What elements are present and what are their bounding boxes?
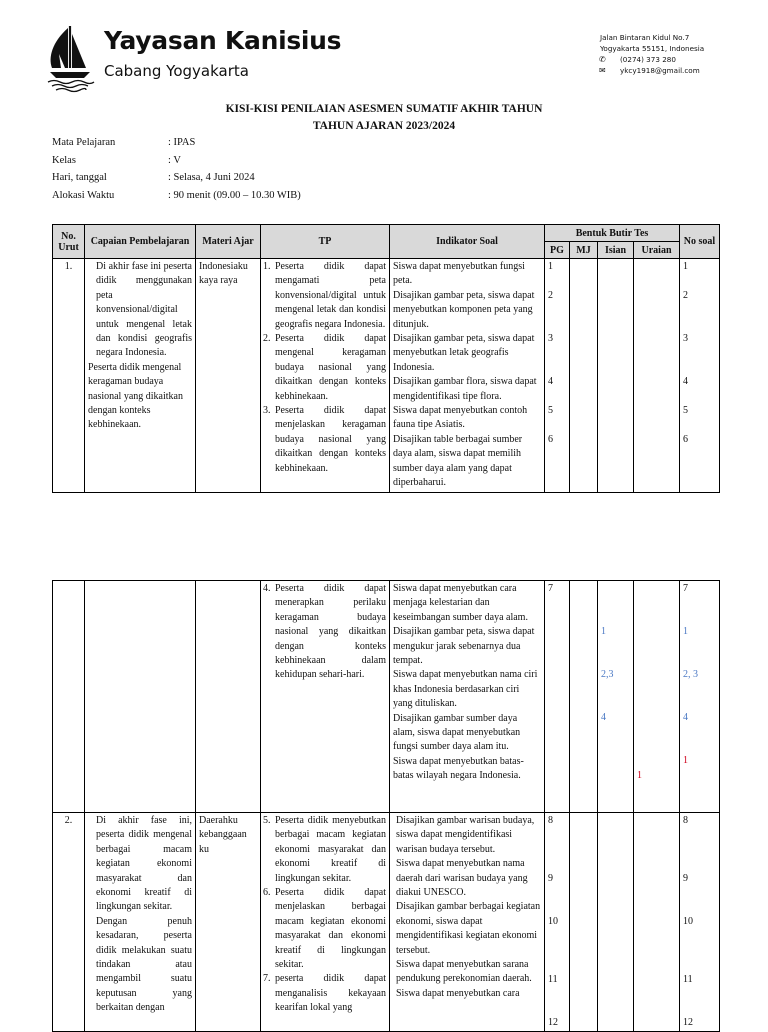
meta-row — [52, 187, 301, 205]
meta-label: Alokasi Waktu — [52, 189, 115, 201]
cell-isian — [598, 259, 634, 493]
meta-label: Hari, tanggal — [52, 172, 107, 184]
header-bentuk-butir: Bentuk Butir Tes — [545, 225, 680, 242]
meta-value: : Selasa, 4 Juni 2024 — [168, 172, 255, 184]
meta-label: Mata Pelajaran — [52, 137, 116, 148]
org-branch: Cabang Yogyakarta — [104, 62, 249, 80]
indikator-item: Disajikan gambar warisan budaya, siswa dapat mengidentifikasi warisan budaya tersebut. — [396, 815, 535, 855]
cp-text: Dengan penuh kesadaran, peserta didik melakukan suatu tindakan atau mengambil suatu keputusan yang berkaitan dengan — [96, 915, 192, 1014]
cell-pg: 8 9 10 11 12 — [545, 813, 570, 1032]
indikator-item: Siswa dapat menyebutkan cara — [396, 987, 520, 999]
address-line2: Yogyakarta 55151, Indonesia — [600, 44, 705, 53]
tp-item: 1. Peserta didik dapat mengamati peta konvensional/digital untuk mengenal letak dan kondisi geografis negara Indonesia. — [263, 261, 386, 330]
indikator-item: Siswa dapat menyebutkan fungsi peta. — [393, 261, 525, 287]
tp-item: 2. Peserta didik dapat mengenal keragaman budaya nasional yang dikaitkan dengan konteks kebhinekaan. — [263, 333, 386, 402]
cell-mj — [570, 259, 598, 493]
cell-tp — [261, 813, 390, 1032]
cell-tp — [261, 581, 390, 813]
contact-block — [600, 32, 704, 76]
tp-item: 6. Peserta didik dapat menjelaskan berbagai macam kegiatan ekonomi masyarakat dan ekonomi kreatif di lingkungan sekitar. — [263, 887, 386, 971]
letterhead — [0, 0, 768, 100]
meta-label: Kelas — [52, 154, 76, 166]
address-line1: Jalan Bintaran Kidul No.7 — [600, 33, 690, 42]
cell-materi: Indonesiaku kaya raya — [196, 259, 261, 493]
cell-isian: 1 2,3 4 — [598, 581, 634, 813]
indikator-item: Disajikan gambar flora, siswa dapat mengidentifikasi tipe flora. — [393, 376, 537, 402]
cell-no-soal: 1 2 3 4 5 6 — [680, 259, 720, 493]
cell-no-soal: 8 9 10 11 12 — [680, 813, 720, 1032]
cell-no: 2. — [53, 813, 85, 1032]
cp-text: Peserta didik mengenal keragaman budaya nasional yang dikaitkan dengan konteks kebhinekaan. — [88, 361, 183, 431]
indikator-item: Siswa dapat menyebutkan nama daerah dari warisan budaya yang diakui UNESCO. — [396, 858, 528, 899]
envelope-icon: ✉ — [599, 66, 606, 75]
indikator-item: Siswa dapat menyebutkan sarana pendukung perekonomian daerah. — [396, 959, 532, 985]
cell-isian — [598, 813, 634, 1032]
kisi-kisi-table-part1 — [52, 224, 720, 493]
email-address: ykcy1918@gmail.com — [620, 66, 700, 75]
cell-no-soal: 7 1 2, 3 4 1 — [680, 581, 720, 813]
header-isian: Isian — [598, 242, 634, 259]
header-no-soal: No soal — [680, 225, 720, 259]
cell-capaian — [85, 581, 196, 813]
header-tp: TP — [261, 225, 390, 259]
meta-value: : IPAS — [168, 137, 196, 148]
table-row — [53, 259, 720, 493]
meta-row — [52, 169, 255, 187]
cell-capaian — [85, 813, 196, 1032]
document-meta — [52, 134, 301, 204]
indikator-item: Disajikan gambar peta, siswa dapat menyebutkan letak geografis Indonesia. — [393, 333, 535, 373]
tp-item: 7. peserta didik dapat menganalisis kekayaan kearifan lokal yang — [263, 973, 386, 1014]
cell-materi: Daerahku kebanggaan ku — [196, 813, 261, 1032]
cell-no: 1. — [53, 259, 85, 493]
header-uraian: Uraian — [634, 242, 680, 259]
tp-item: 3. Peserta didik dapat menjelaskan keragaman budaya nasional yang dikaitkan dengan konteks kebhinekaan. — [263, 405, 386, 474]
header-indikator: Indikator Soal — [390, 225, 545, 259]
cell-capaian — [85, 259, 196, 493]
meta-row — [52, 134, 196, 152]
cp-text: Di akhir fase ini peserta didik menggunakan peta konvensional/digital untuk mengenal letak dan kondisi geografis negara Indonesia. — [96, 261, 192, 359]
tp-item: 5. Peserta didik menyebutkan berbagai macam kegiatan ekonomi masyarakat dan ekonomi kreatif di lingkungan sekitar. — [263, 815, 386, 884]
indikator-item: Disajikan gambar peta, siswa dapat mengukur jarak sebenarnya dua tempat. — [393, 626, 535, 667]
indikator-item: Disajikan gambar berbagai kegiatan ekonomi, siswa dapat mengidentifikasi kegiatan ekonomi tersebut. — [396, 901, 541, 956]
indikator-item: Disajikan gambar peta, siswa dapat menyebutkan komponen peta yang ditunjuk. — [393, 289, 535, 330]
cell-tp — [261, 259, 390, 493]
cell-materi — [196, 581, 261, 813]
indikator-item: Siswa dapat menyebutkan cara menjaga kelestarian dan keseimbangan sumber daya alam. — [393, 583, 528, 623]
table-row — [53, 581, 720, 813]
cell-indikator — [390, 813, 545, 1032]
indikator-item: Disajikan gambar sumber daya alam, siswa dapat menyebutkan fungsi sumber daya alam itu. — [393, 712, 521, 753]
indikator-item: Disajikan table berbagai sumber daya alam, siswa dapat memilih sumber daya alam yang dapat diperbaharui. — [393, 433, 523, 489]
meta-row — [52, 152, 181, 170]
meta-value: : 90 menit (09.00 – 10.30 WIB) — [168, 189, 301, 201]
cp-text: Di akhir fase ini, peserta didik mengenal berbagai macam kegiatan ekonomi masyarakat dan ekonomi kreatif di lingkungan sekitar. — [96, 815, 192, 913]
cell-uraian: 1 — [634, 581, 680, 813]
cell-uraian — [634, 259, 680, 493]
header-materi: Materi Ajar — [196, 225, 261, 259]
indikator-item: Siswa dapat menyebutkan batas-batas wilayah negara Indonesia. — [393, 755, 524, 782]
cell-indikator — [390, 581, 545, 813]
cell-pg: 7 — [545, 581, 570, 813]
table-row — [53, 813, 720, 1032]
sailboat-logo-icon — [46, 24, 96, 94]
cell-mj — [570, 813, 598, 1032]
indikator-item: Siswa dapat menyebutkan nama ciri khas Indonesia berdasarkan ciri yang dituliskan. — [393, 669, 538, 710]
cell-no — [53, 581, 85, 813]
phone-number: (0274) 373 280 — [620, 55, 676, 64]
meta-value: : V — [168, 154, 181, 166]
document-title-line1: KISI-KISI PENILAIAN ASESMEN SUMATIF AKHIR TAHUN — [225, 103, 543, 115]
phone-icon: ✆ — [599, 55, 606, 64]
tp-item: 4. Peserta didik dapat menerapkan perilaku keragaman budaya nasional yang dikaitkan dengan konteks kebhinekaan dalam kehidupan sehari-hari. — [263, 583, 386, 681]
header-mj: MJ — [570, 242, 598, 259]
kisi-kisi-table-part2 — [52, 580, 720, 1032]
cell-indikator — [390, 259, 545, 493]
indikator-item: Siswa dapat menyebutkan contoh fauna tipe Asiatis. — [393, 405, 528, 431]
header-no-urut: No. Urut — [53, 225, 85, 259]
document-title-line2: TAHUN AJARAN 2023/2024 — [312, 120, 456, 132]
cell-pg: 1 2 3 4 5 6 — [545, 259, 570, 493]
cell-uraian — [634, 813, 680, 1032]
org-name: Yayasan Kanisius — [104, 26, 342, 55]
header-pg: PG — [545, 242, 570, 259]
header-capaian: Capaian Pembelajaran — [85, 225, 196, 259]
cell-mj — [570, 581, 598, 813]
